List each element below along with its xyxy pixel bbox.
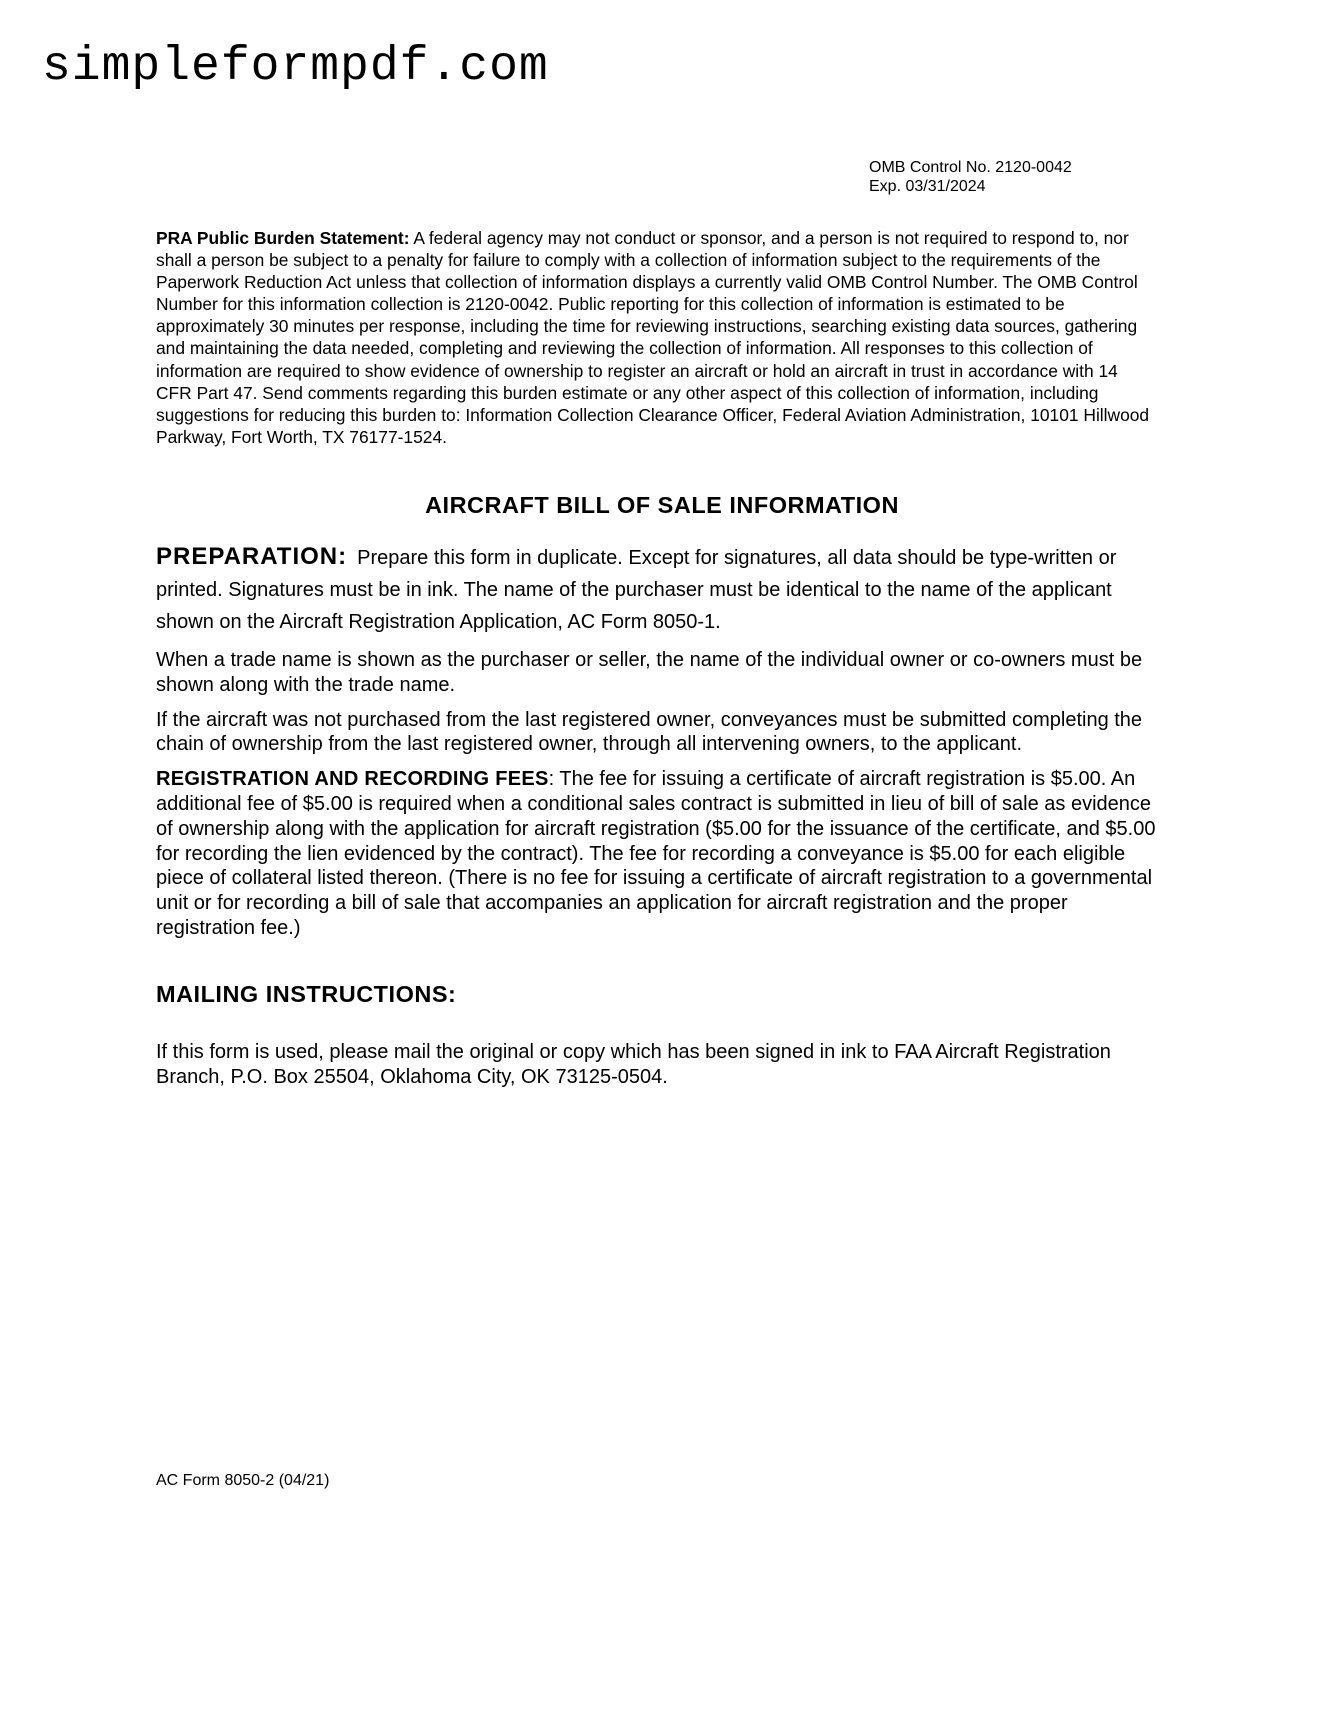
site-watermark: simpleformpdf.com <box>42 40 549 94</box>
omb-block <box>869 158 1072 196</box>
mailing-instructions-text: If this form is used, please mail the original or copy which has been signed in ink to FAA Aircraft Registration Branch, P.O. Box 25504, Oklahoma City, OK 73125-0504. <box>156 1040 1111 1088</box>
fees-paragraph <box>156 767 1156 941</box>
pra-label: PRA Public Burden Statement: <box>156 228 410 248</box>
omb-expiration: Exp. 03/31/2024 <box>869 178 986 195</box>
pra-statement <box>156 227 1156 448</box>
omb-control-number: OMB Control No. 2120-0042 <box>869 159 1072 176</box>
preparation-text: Prepare this form in duplicate. Except for signatures, all data should be type-written or printed. Signatures must be in ink. The name of the purchaser must be identical to the name of the applicant shown on the Aircraft Registration Application, AC Form 8050-1. <box>156 546 1117 633</box>
chain-of-ownership-paragraph: If the aircraft was not purchased from the last registered owner, conveyances must be submitted completing the chain of ownership from the last registered owner, through all intervening owners, to the applicant. <box>156 708 1143 756</box>
fees-label: REGISTRATION AND RECORDING FEES <box>156 768 549 791</box>
pra-text: A federal agency may not conduct or sponsor, and a person is not required to respond to, nor shall a person be subject to a penalty for failure to comply with a collection of information subject to the requirements of the Paperwork Reduction Act unless that collection of information displays a currently valid OMB Control Number. The OMB Control Number for this information collection is 2120-0042. Public reporting for this collection of information is estimated to be approximately 30 minutes per response, including the time for reviewing instructions, searching existing data sources, gathering and maintaining the data needed, completing and reviewing the collection of information. All responses to this collection of information are required to show evidence of ownership to register an aircraft or hold an aircraft in trust in accordance with 14 CFR Part 47. Send comments regarding this burden estimate or any other aspect of this collection of information, including suggestions for reducing this burden to: Information Collection Clearance Officer, Federal Aviation Administration, 10101 Hillwood Parkway, Fort Worth, TX 76177-1524. <box>156 228 1150 447</box>
document-title: AIRCRAFT BILL OF SALE INFORMATION <box>425 491 899 518</box>
mailing-instructions-title: MAILING INSTRUCTIONS: <box>156 980 457 1007</box>
preparation-paragraph <box>156 541 1156 638</box>
form-number-footer: AC Form 8050-2 (04/21) <box>156 1472 330 1489</box>
document-body <box>156 227 1156 1089</box>
trade-name-paragraph: When a trade name is shown as the purchaser or seller, the name of the individual owner or co-owners must be shown along with the trade name. <box>156 648 1143 696</box>
preparation-label: PREPARATION: <box>156 542 348 570</box>
fees-text: : The fee for issuing a certificate of aircraft registration is $5.00. An additional fee of $5.00 is required when a conditional sales contract is submitted in lieu of bill of sale as evidence of ownership along with the application for aircraft registration ($5.00 for the issuance of the certificate, and $5.00 for recording the lien evidenced by the contract). The fee for recording a conveyance is $5.00 for each eligible piece of collateral listed thereon. (There is no fee for issuing a certificate of aircraft registration to a governmental unit or for recording a bill of sale that accompanies an application for aircraft registration and the proper registration fee.) <box>156 768 1156 939</box>
